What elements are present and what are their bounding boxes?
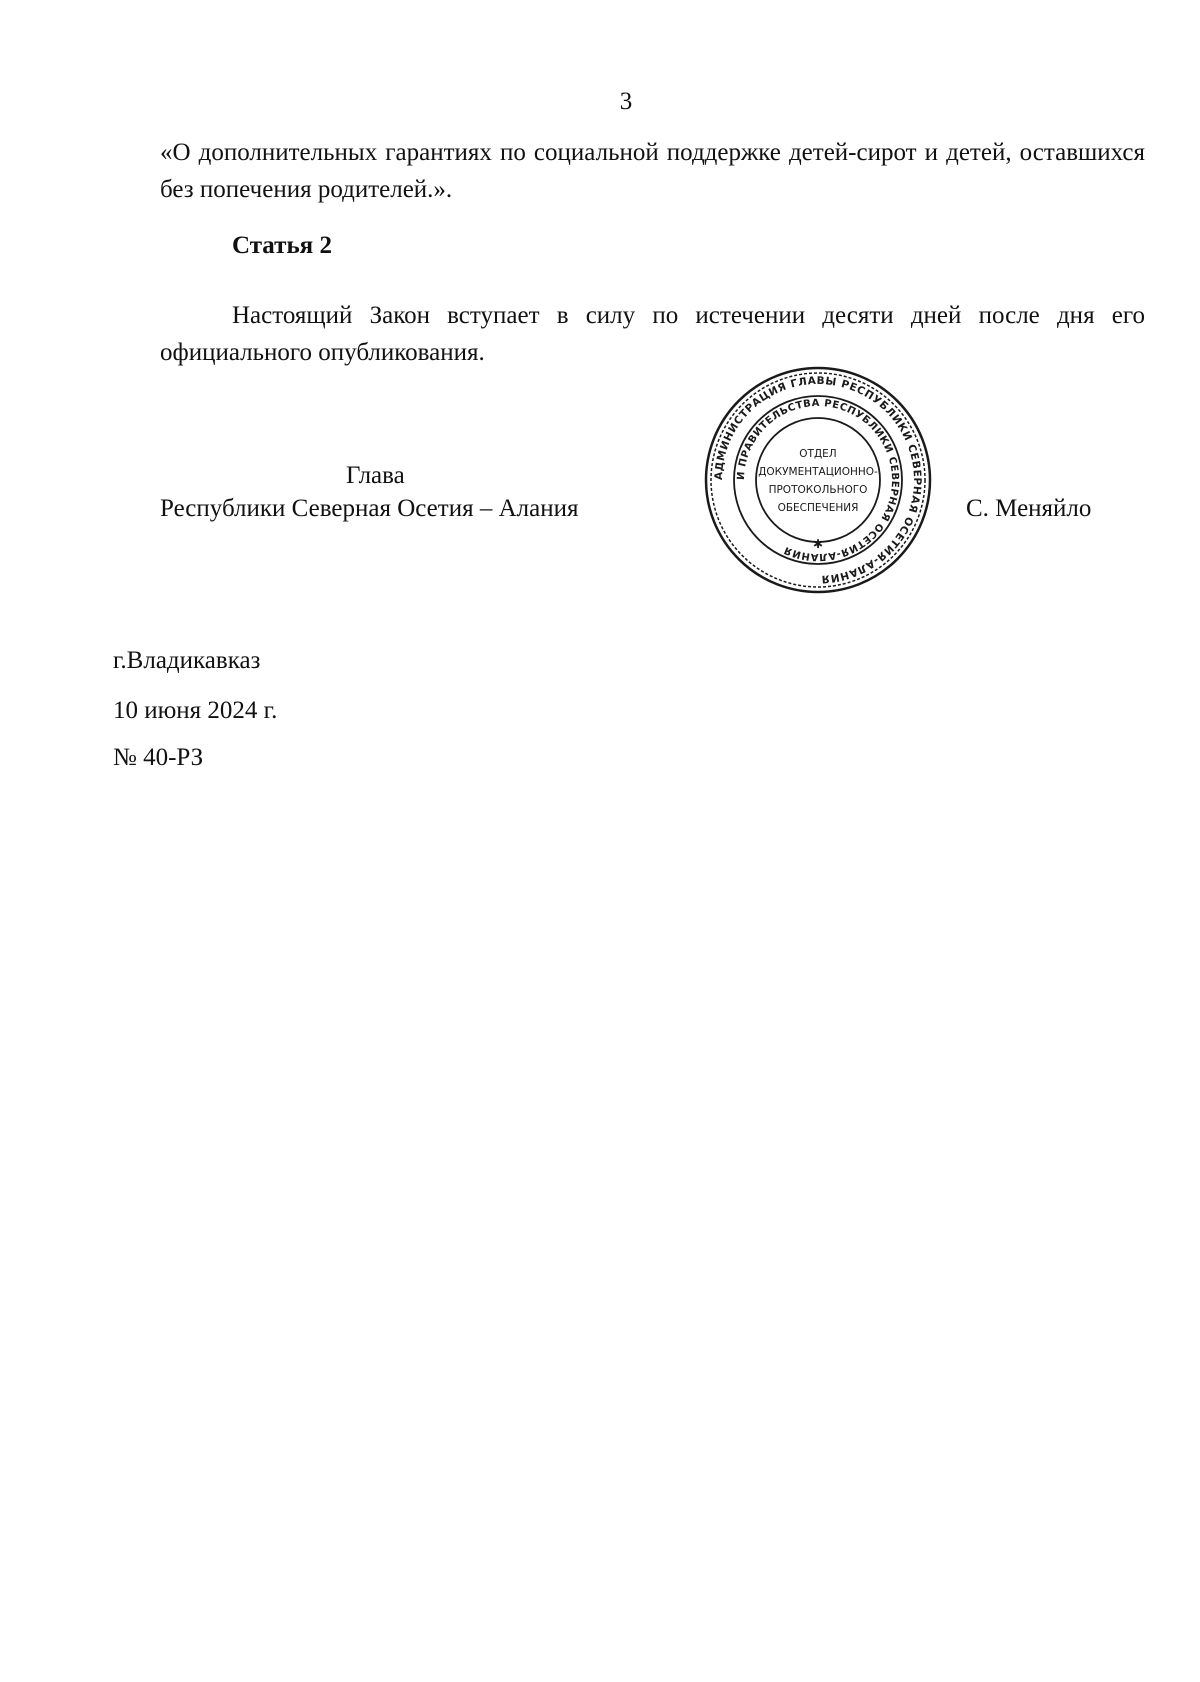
law-number: № 40-РЗ [113, 744, 204, 771]
page-number: 3 [619, 88, 633, 115]
continuation-paragraph: «О дополнительных гарантиях по социальной поддержке детей-сирот и детей, оставшихся без попечения родителей.». [160, 139, 1145, 203]
place-of-signing: г.Владикавказ [113, 647, 261, 674]
seal-center-line-4: ОБЕСПЕЧЕНИЯ [777, 502, 859, 514]
seal-center-line-3: ПРОТОКОЛЬНОГО [768, 484, 868, 496]
seal-inner-circle [756, 418, 880, 542]
article-title: Статья 2 [232, 232, 332, 259]
seal-outer-text: АДМИНИСТРАЦИЯ ГЛАВЫ РЕСПУБЛИКИ СЕВЕРНАЯ ОСЕТИЯ-АЛАНИЯ [712, 374, 924, 586]
seal-star-icon: ✱ [812, 537, 824, 551]
seal-inner-text: И ПРАВИТЕЛЬСТВА РЕСПУБЛИКИ СЕВЕРНАЯ ОСЕТИЯ-АЛАНИЯ [735, 397, 901, 563]
signatory-name: С. Меняйло [966, 495, 1092, 522]
date-of-signing: 10 июня 2024 г. [113, 697, 278, 724]
seal-center-line-1: ОТДЕЛ [799, 448, 837, 460]
seal-center-line-2: ДОКУМЕНТАЦИОННО- [758, 466, 878, 478]
signatory-title: Глава [346, 462, 405, 489]
article-text: Настоящий Закон вступает в силу по истечении десяти дней после дня его официального опубликования. [160, 302, 1145, 366]
official-seal [703, 365, 933, 595]
signatory-organization: Республики Северная Осетия – Алания [160, 495, 579, 522]
